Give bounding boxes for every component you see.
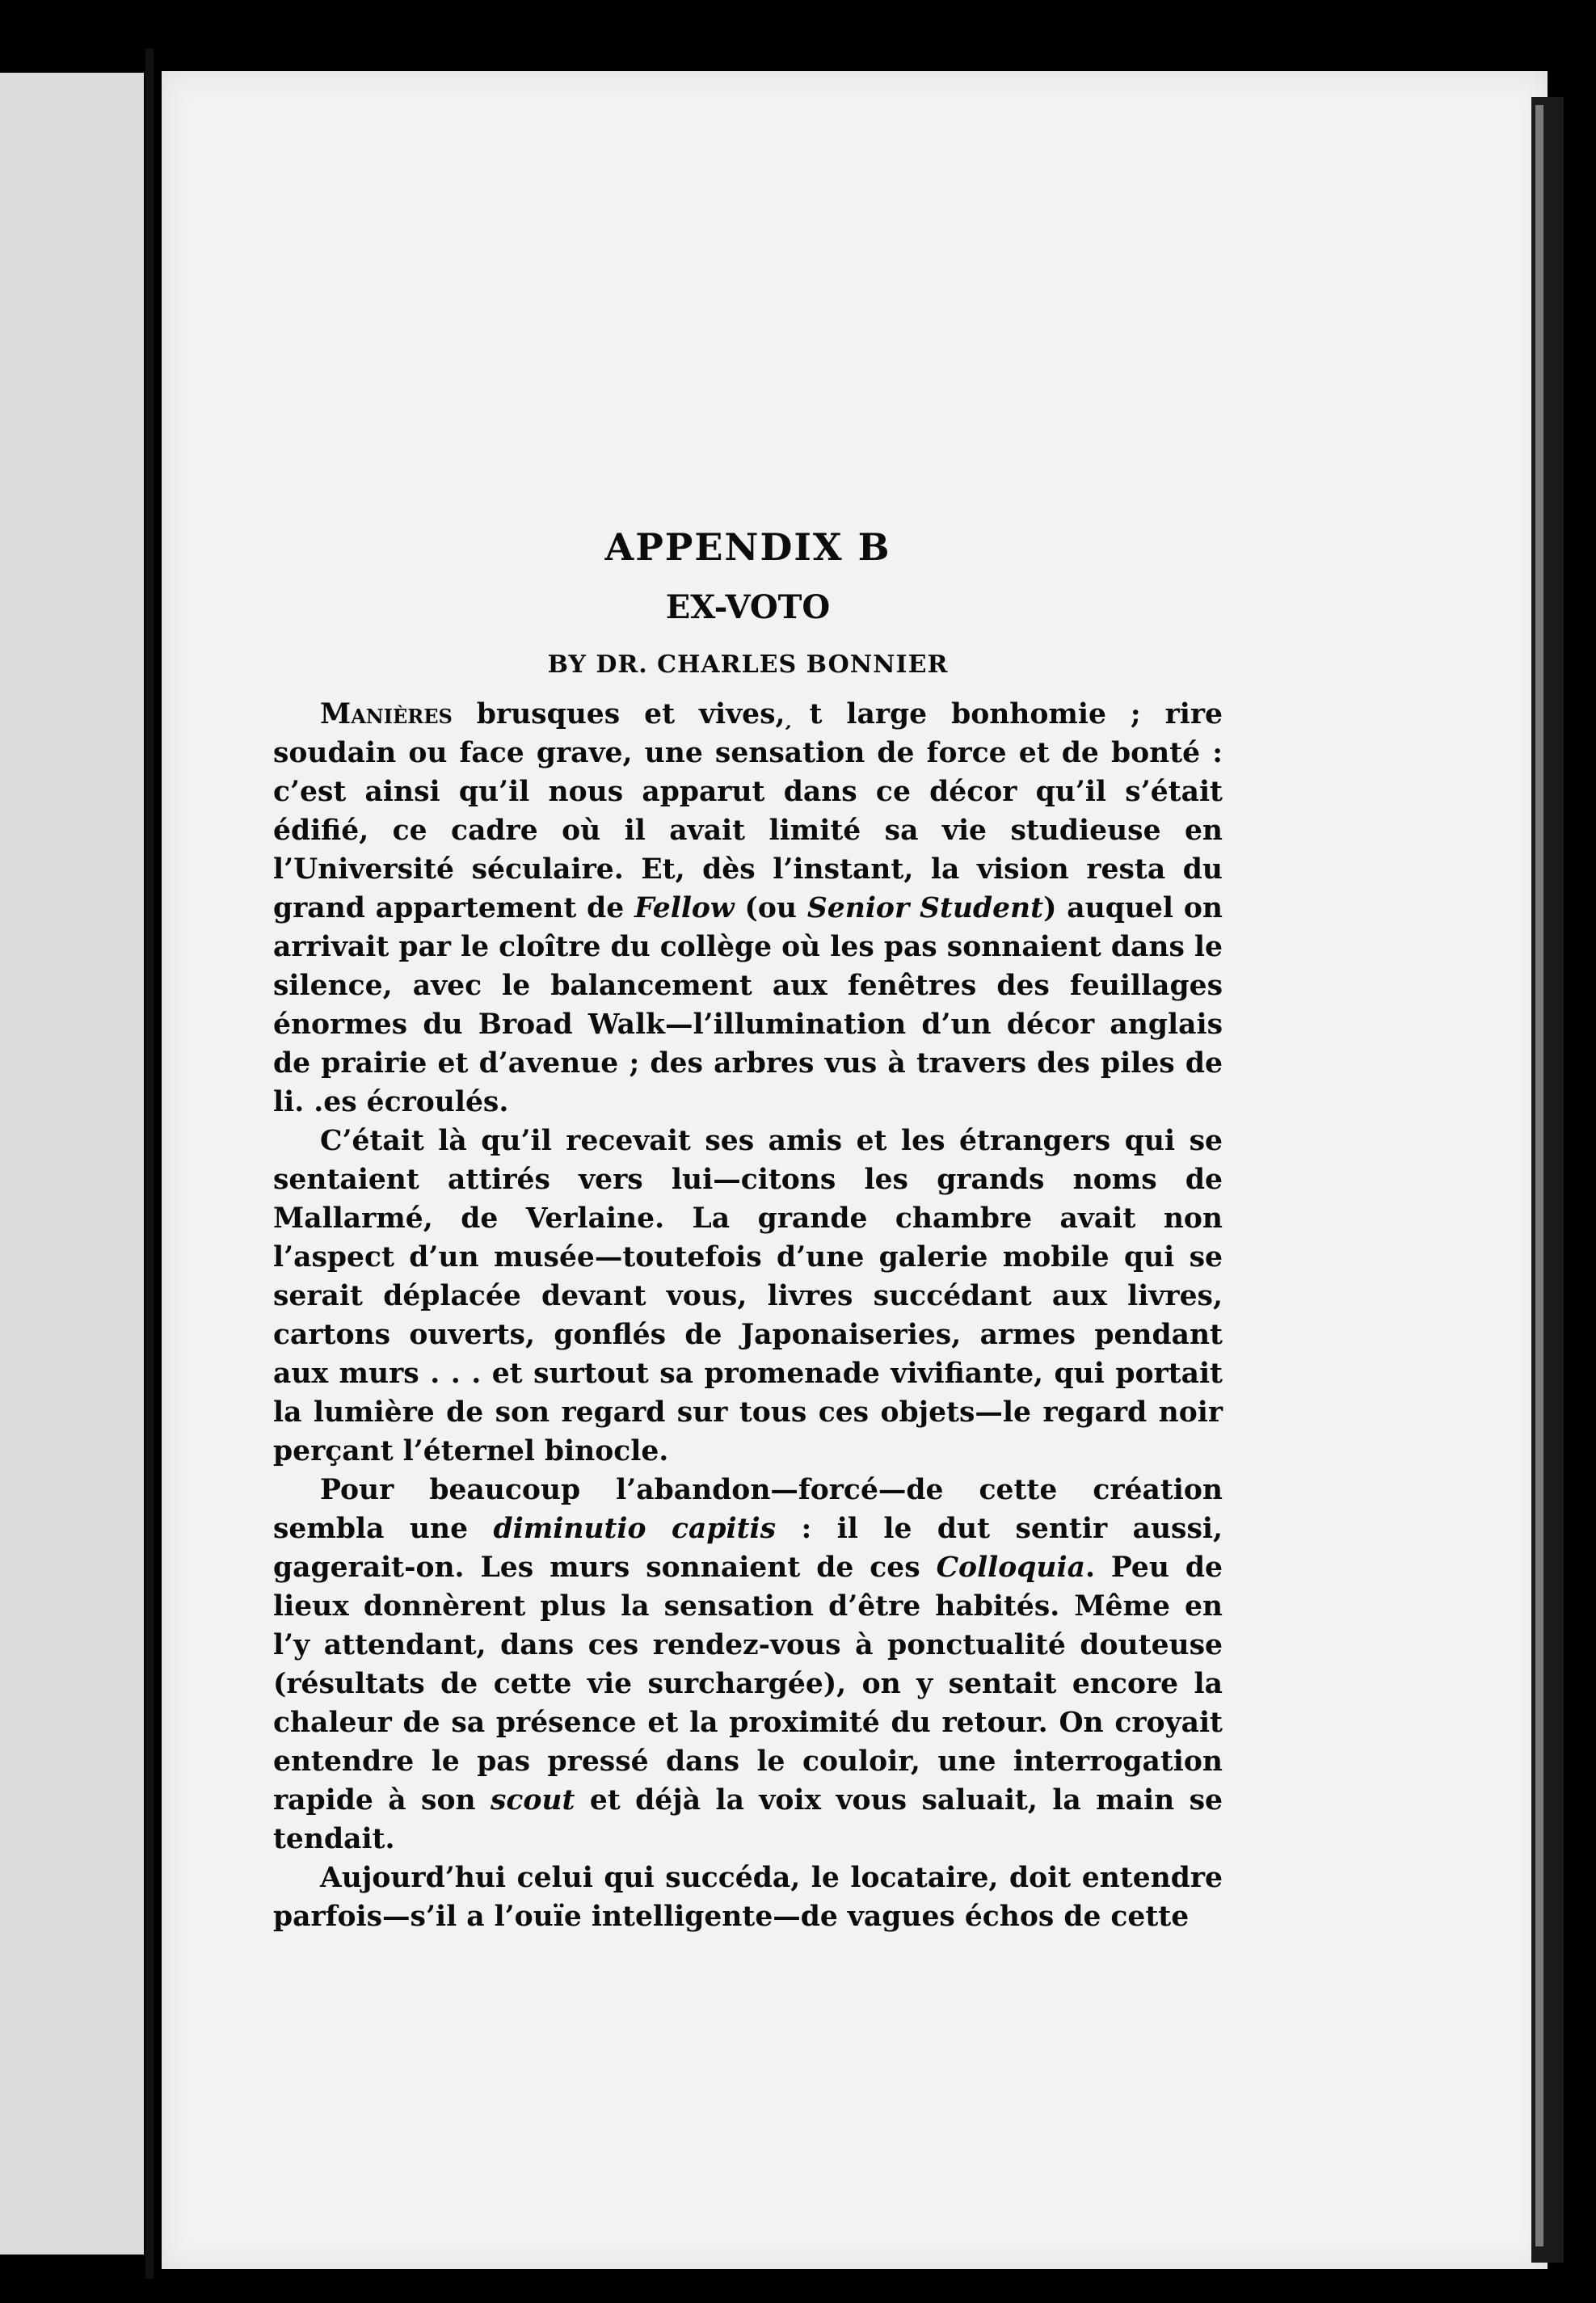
text-run: brusques et vives, ̦t large bonhomie ; rire soudain ou face grave, une sensation de force et de bonté : c’est ainsi qu’il nous apparut dans ce décor qu’il s’était édifié, ce cadre où il avait limité sa vie studieuse en l’Université séculaire. Et, dès l’instant, la vision resta du grand appartement de: [273, 698, 1223, 924]
paragraph: [273, 1859, 1223, 1936]
italic-phrase: diminutio capitis: [493, 1513, 777, 1545]
paragraph: [273, 695, 1223, 1122]
section-title: EX-VOTO: [665, 588, 831, 626]
paragraph: [273, 1471, 1223, 1859]
book-gutter: [145, 48, 154, 2279]
body-text: [273, 695, 1223, 1936]
text-run: (ou: [734, 892, 807, 924]
appendix-heading: APPENDIX B: [604, 525, 891, 569]
author-byline: BY DR. CHARLES BONNIER: [547, 650, 949, 679]
paragraph: [273, 1122, 1223, 1471]
facing-page-edge: [0, 73, 144, 2255]
text-run: : il le dut sentir aussi, gagerait-on. Les murs sonnaient de ces: [273, 1513, 1223, 1584]
text-run: ) auquel on arrivait par le cloître du collège où les pas sonnaient dans le silence, avec le balancement aux fenêtres des feuillages énormes du Broad Walk—l’illumination d’un décor anglais de prairie et d’avenue ; des arbres vus à travers des piles de li. .es écroulés.: [273, 892, 1223, 1118]
text-run: Aujourd’hui celui qui succéda, le locataire, doit entendre parfois—s’il a l’ouïe intelligente—de vagues échos de cette: [273, 1862, 1223, 1933]
book-cover-edge: [1535, 105, 1543, 2246]
italic-phrase: scout: [490, 1784, 575, 1817]
lead-word: Manières: [320, 698, 453, 730]
text-run: Pour beaucoup l’abandon—forcé—de cette création sembla une: [273, 1474, 1223, 1545]
italic-phrase: Fellow: [634, 892, 735, 924]
text-run: et déjà la voix vous saluait, la main se tendait.: [273, 1784, 1223, 1855]
page-text: [273, 525, 1223, 1936]
italic-phrase: Senior Student: [806, 892, 1044, 924]
text-run: C’était là qu’il recevait ses amis et les étrangers qui se sentaient attirés vers lui—citons les grands noms de Mallarmé, de Verlaine. La grande chambre avait non l’aspect d’un musée—toutefois d’une galerie mobile qui se serait déplacée devant vous, livres succédant aux livres, cartons ouverts, gonflés de Japonaiseries, armes pendant aux murs . . . et surtout sa promenade vivifiante, qui portait la lumière de son regard sur tous ces objets—le regard noir perçant l’éternel binocle.: [273, 1125, 1223, 1467]
text-run: . Peu de lieux donnèrent plus la sensation d’être habités. Même en l’y attendant, dans ces rendez-vous à ponctualité douteuse (résultats de cette vie surchargée), on y sentait encore la chaleur de sa présence et la proximité du retour. On croyait entendre le pas pressé dans le couloir, une interrogation rapide à son: [273, 1551, 1223, 1817]
italic-phrase: Colloquia: [936, 1551, 1085, 1584]
